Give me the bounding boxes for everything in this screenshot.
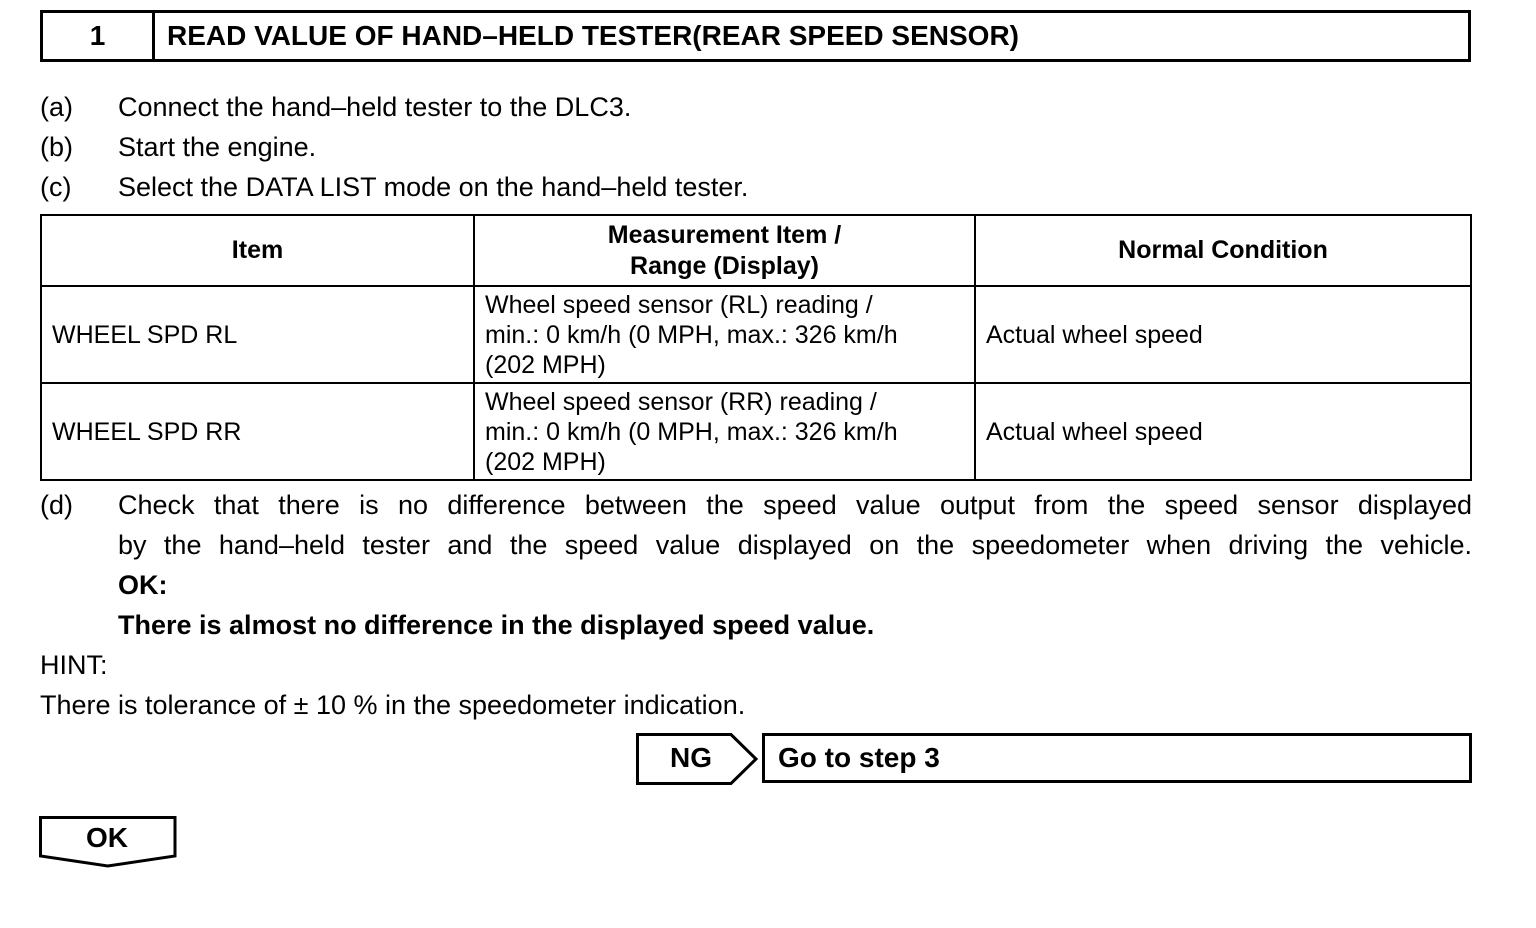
cell-measurement-line: min.: 0 km/h (0 MPH, max.: 326 km/h: [485, 417, 898, 446]
procedure-text: Connect the hand–held tester to the DLC3.: [118, 92, 632, 122]
step-header: [40, 10, 1471, 62]
cell-measurement-line: (202 MPH): [485, 350, 606, 379]
hint-label: HINT:: [40, 650, 108, 680]
header-measurement-line: Measurement Item /: [607, 220, 842, 249]
procedure-d-line: by the hand–held tester and the speed value displayed on the speedometer when driving the vehicle.: [118, 530, 1472, 560]
procedure-d: [40, 485, 1472, 565]
procedure-d-line: Check that there is no difference between the speed value output from the speed sensor displayed: [118, 490, 1472, 520]
procedure-label: (b): [40, 132, 73, 162]
cell-measurement-line: Wheel speed sensor (RL) reading /: [485, 290, 873, 319]
cell-measurement: [474, 383, 975, 480]
data-list-table: [40, 214, 1472, 481]
ng-action-box: Go to step 3: [762, 733, 1472, 783]
cell-measurement-line: Wheel speed sensor (RR) reading /: [485, 387, 877, 416]
ok-criteria: [118, 565, 874, 645]
procedure-label: (d): [40, 490, 73, 520]
table-row: [41, 383, 1471, 480]
ok-criteria-label: OK:: [118, 570, 168, 600]
step-number: 1: [43, 13, 155, 59]
header-normal-condition: Normal Condition: [975, 215, 1471, 286]
cell-normal-condition: Actual wheel speed: [975, 383, 1471, 480]
cell-item: WHEEL SPD RL: [41, 286, 474, 383]
procedure-label: (c): [40, 172, 72, 202]
ok-label: OK: [86, 822, 128, 853]
header-measurement-line: Range (Display): [630, 251, 819, 280]
table-row: [41, 286, 1471, 383]
step-title: READ VALUE OF HAND–HELD TESTER(REAR SPEED SENSOR): [167, 20, 1020, 51]
ok-criteria-text: There is almost no difference in the displayed speed value.: [118, 610, 875, 640]
procedure-a: [40, 87, 631, 127]
procedure-text: Start the engine.: [118, 132, 317, 162]
ng-label: NG: [670, 742, 712, 773]
procedure-text: Select the DATA LIST mode on the hand–held tester.: [118, 172, 749, 202]
hint-text: There is tolerance of ± 10 % in the speedometer indication.: [40, 690, 746, 720]
cell-item: WHEEL SPD RR: [41, 383, 474, 480]
cell-normal-condition: Actual wheel speed: [975, 286, 1471, 383]
procedure-label: (a): [40, 92, 73, 122]
procedure-b: [40, 127, 316, 167]
ng-branch-tag: [636, 733, 760, 790]
header-item: Item: [41, 215, 474, 286]
procedure-c: [40, 167, 748, 207]
ok-branch-tag: [39, 816, 177, 875]
cell-measurement-line: min.: 0 km/h (0 MPH, max.: 326 km/h: [485, 320, 898, 349]
header-measurement: [474, 215, 975, 286]
table-header-row: [41, 215, 1471, 286]
cell-measurement-line: (202 MPH): [485, 447, 606, 476]
cell-measurement: [474, 286, 975, 383]
